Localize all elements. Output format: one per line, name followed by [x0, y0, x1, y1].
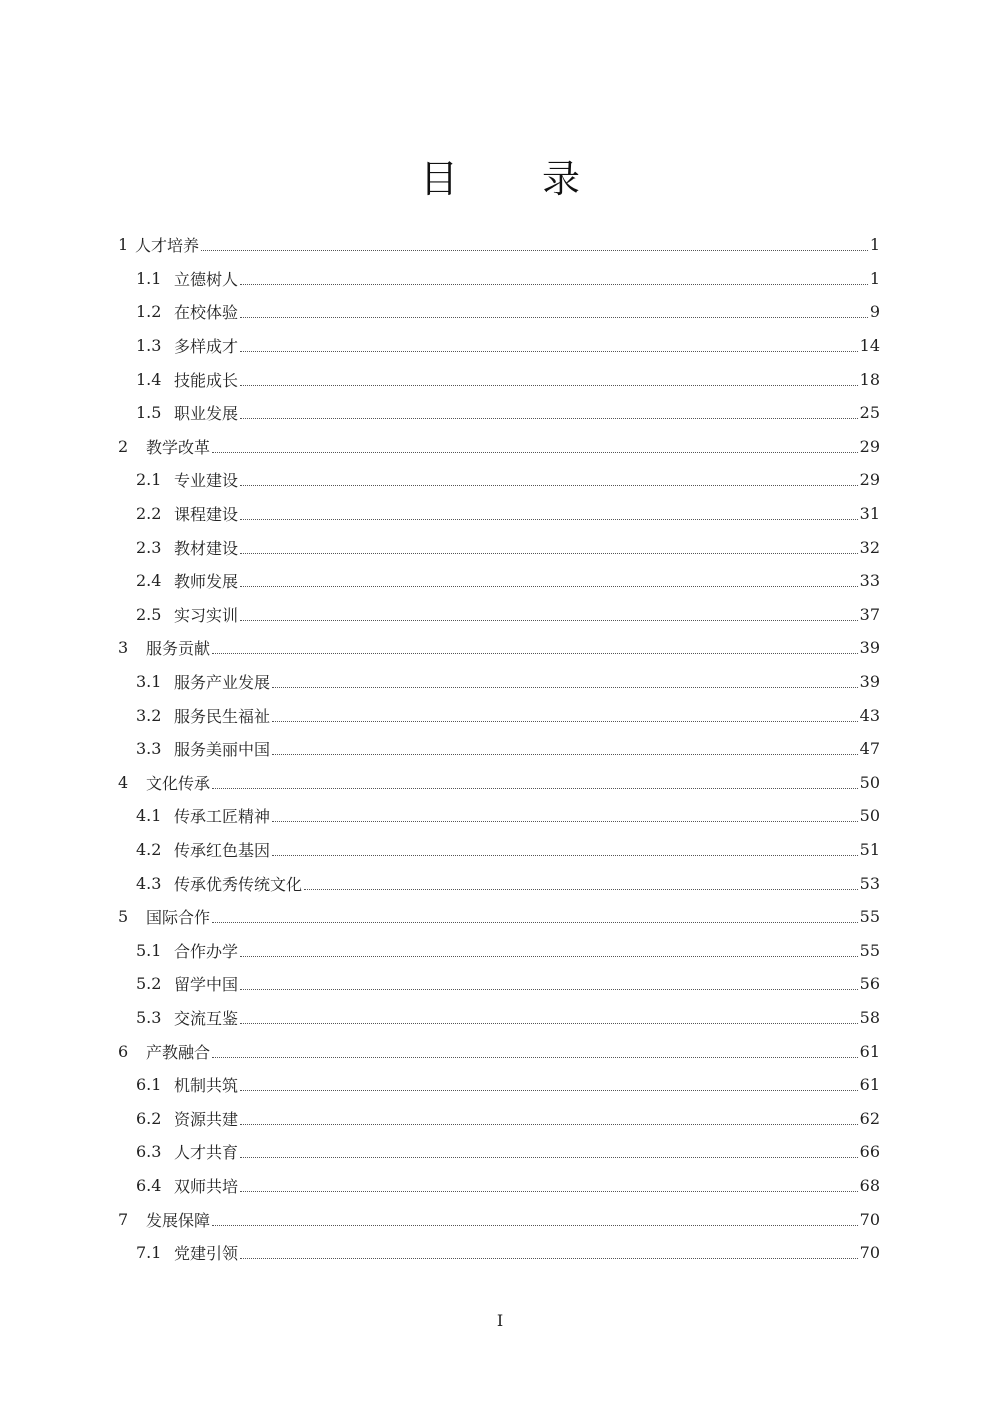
toc-section-entry[interactable]: [118, 1001, 880, 1035]
dot-leader: [272, 754, 858, 755]
toc-section-entry[interactable]: [118, 1236, 880, 1270]
toc-entry-number: 6: [118, 1041, 129, 1061]
toc-entry-page: 66: [859, 1142, 880, 1162]
toc-chapter-entry[interactable]: [118, 228, 880, 262]
toc-section-entry[interactable]: [118, 463, 880, 497]
toc-entry-page: 32: [859, 537, 880, 557]
dot-leader: [240, 989, 858, 990]
toc-section-entry[interactable]: [118, 262, 880, 296]
dot-leader: [240, 1191, 858, 1192]
toc-entry-page: 1: [869, 268, 880, 288]
toc-entry-title: 技能成长: [174, 370, 239, 390]
toc-entry-title: 教材建设: [174, 538, 239, 558]
dot-leader: [272, 821, 858, 822]
toc-entry-page: 18: [859, 369, 880, 389]
toc-section-entry[interactable]: [118, 598, 880, 632]
toc-entry-number: 2.1: [136, 470, 162, 490]
toc-section-entry[interactable]: [118, 698, 880, 732]
toc-entry-page: 55: [859, 940, 880, 960]
toc-entry-title: 传承工匠精神: [174, 807, 271, 827]
toc-entry-page: 68: [859, 1175, 880, 1195]
toc-section-entry[interactable]: [118, 295, 880, 329]
toc-entry-number: 2: [118, 436, 129, 456]
toc-entry-title: 传承红色基因: [174, 840, 271, 860]
toc-entry-page: 61: [859, 1075, 880, 1095]
toc-entry-number: 3.3: [136, 739, 162, 759]
dot-leader: [212, 1057, 858, 1058]
dot-leader: [240, 620, 858, 621]
dot-leader: [240, 317, 868, 318]
toc-entry-number: 1.4: [136, 369, 162, 389]
toc-entry-title: 在校体验: [174, 303, 239, 323]
toc-entry-number: 4.2: [136, 839, 162, 859]
toc-entry-title: 实习实训: [174, 605, 239, 625]
dot-leader: [240, 1124, 858, 1125]
toc-entry-page: 58: [859, 1007, 880, 1027]
toc-entry-number: 6.4: [136, 1175, 162, 1195]
toc-entry-page: 62: [859, 1108, 880, 1128]
toc-entry-title: 多样成才: [174, 337, 239, 357]
toc-entry-title: 职业发展: [174, 404, 239, 424]
toc-entry-number: 1.3: [136, 336, 162, 356]
dot-leader: [212, 653, 858, 654]
toc-entry-number: 3.1: [136, 672, 162, 692]
toc-entry-title: 机制共筑: [174, 1076, 239, 1096]
toc-entry-page: 37: [859, 604, 880, 624]
toc-entry-title: 双师共培: [174, 1176, 239, 1196]
page-title: 目 录: [419, 157, 617, 201]
table-of-contents: [118, 228, 880, 1269]
toc-entry-title: 人才培养: [135, 236, 200, 256]
dot-leader: [240, 1258, 858, 1259]
toc-entry-page: 14: [859, 336, 880, 356]
dot-leader: [240, 553, 858, 554]
toc-section-entry[interactable]: [118, 564, 880, 598]
toc-section-entry[interactable]: [118, 732, 880, 766]
toc-entry-title: 教师发展: [174, 572, 239, 592]
toc-entry-title: 立德树人: [174, 269, 239, 289]
dot-leader: [240, 1023, 858, 1024]
toc-chapter-entry[interactable]: [118, 1202, 880, 1236]
toc-entry-number: 5.1: [136, 940, 162, 960]
dot-leader: [201, 250, 868, 251]
dot-leader: [240, 284, 868, 285]
page-number: I: [496, 1311, 504, 1330]
dot-leader: [272, 855, 858, 856]
dot-leader: [240, 1157, 858, 1158]
toc-entry-number: 5: [118, 907, 129, 927]
toc-section-entry[interactable]: [118, 967, 880, 1001]
toc-entry-page: 9: [869, 302, 880, 322]
toc-entry-page: 1: [869, 235, 880, 255]
toc-section-entry[interactable]: [118, 362, 880, 396]
dot-leader: [212, 452, 858, 453]
toc-entry-title: 交流互鉴: [174, 1008, 239, 1028]
toc-entry-number: 7: [118, 1209, 129, 1229]
toc-entry-number: 1.5: [136, 403, 162, 423]
toc-chapter-entry[interactable]: [118, 1034, 880, 1068]
toc-entry-number: 5.3: [136, 1007, 162, 1027]
toc-entry-page: 56: [859, 974, 880, 994]
toc-entry-page: 51: [859, 839, 880, 859]
toc-section-entry[interactable]: [118, 329, 880, 363]
toc-entry-title: 服务美丽中国: [174, 740, 271, 760]
toc-entry-page: 25: [859, 403, 880, 423]
toc-entry-page: 70: [859, 1209, 880, 1229]
toc-entry-number: 4: [118, 772, 129, 792]
toc-entry-title: 文化传承: [146, 773, 211, 793]
dot-leader: [240, 385, 858, 386]
toc-entry-number: 3.2: [136, 705, 162, 725]
toc-entry-title: 服务贡献: [146, 639, 211, 659]
toc-entry-number: 2.3: [136, 537, 162, 557]
toc-entry-number: 2.2: [136, 504, 162, 524]
toc-entry-title: 课程建设: [174, 505, 239, 525]
toc-chapter-entry[interactable]: [118, 631, 880, 665]
toc-section-entry[interactable]: [118, 799, 880, 833]
toc-entry-number: 5.2: [136, 974, 162, 994]
dot-leader: [212, 1225, 858, 1226]
toc-entry-number: 6.3: [136, 1142, 162, 1162]
toc-chapter-entry[interactable]: [118, 430, 880, 464]
toc-entry-page: 31: [859, 504, 880, 524]
toc-entry-number: 2.4: [136, 571, 162, 591]
toc-section-entry[interactable]: [118, 933, 880, 967]
toc-section-entry[interactable]: [118, 1169, 880, 1203]
dot-leader: [240, 485, 858, 486]
toc-entry-title: 产教融合: [146, 1042, 211, 1062]
dot-leader: [304, 889, 858, 890]
toc-entry-title: 发展保障: [146, 1210, 211, 1230]
toc-section-entry[interactable]: [118, 833, 880, 867]
toc-section-entry[interactable]: [118, 1135, 880, 1169]
toc-entry-page: 29: [859, 470, 880, 490]
dot-leader: [240, 418, 858, 419]
toc-entry-page: 43: [859, 705, 880, 725]
toc-entry-number: 1: [118, 235, 129, 255]
toc-entry-number: 1.2: [136, 302, 162, 322]
toc-entry-page: 70: [859, 1243, 880, 1263]
toc-entry-page: 33: [859, 571, 880, 591]
dot-leader: [240, 586, 858, 587]
dot-leader: [272, 721, 858, 722]
toc-entry-title: 合作办学: [174, 941, 239, 961]
toc-entry-title: 留学中国: [174, 975, 239, 995]
toc-entry-title: 服务民生福祉: [174, 706, 271, 726]
toc-chapter-entry[interactable]: [118, 900, 880, 934]
toc-entry-page: 50: [859, 772, 880, 792]
toc-entry-title: 资源共建: [174, 1109, 239, 1129]
toc-section-entry[interactable]: [118, 497, 880, 531]
toc-entry-page: 50: [859, 806, 880, 826]
toc-section-entry[interactable]: [118, 530, 880, 564]
dot-leader: [240, 351, 858, 352]
toc-section-entry[interactable]: [118, 665, 880, 699]
dot-leader: [240, 519, 858, 520]
toc-entry-number: 7.1: [136, 1243, 162, 1263]
toc-entry-page: 61: [859, 1041, 880, 1061]
toc-entry-number: 4.1: [136, 806, 162, 826]
toc-section-entry[interactable]: [118, 1101, 880, 1135]
dot-leader: [212, 922, 858, 923]
dot-leader: [212, 788, 858, 789]
toc-entry-page: 55: [859, 907, 880, 927]
toc-entry-title: 专业建设: [174, 471, 239, 491]
toc-entry-page: 47: [859, 739, 880, 759]
toc-entry-page: 39: [859, 638, 880, 658]
toc-entry-title: 服务产业发展: [174, 673, 271, 693]
toc-chapter-entry[interactable]: [118, 766, 880, 800]
toc-entry-number: 6.2: [136, 1108, 162, 1128]
toc-entry-number: 1.1: [136, 268, 162, 288]
toc-section-entry[interactable]: [118, 396, 880, 430]
toc-entry-number: 3: [118, 638, 129, 658]
toc-entry-number: 6.1: [136, 1075, 162, 1095]
dot-leader: [272, 687, 858, 688]
toc-entry-title: 党建引领: [174, 1244, 239, 1264]
toc-entry-page: 39: [859, 672, 880, 692]
toc-entry-page: 29: [859, 436, 880, 456]
dot-leader: [240, 956, 858, 957]
toc-entry-number: 4.3: [136, 873, 162, 893]
toc-entry-title: 国际合作: [146, 908, 211, 928]
toc-section-entry[interactable]: [118, 1068, 880, 1102]
dot-leader: [240, 1090, 858, 1091]
toc-entry-number: 2.5: [136, 604, 162, 624]
toc-entry-title: 传承优秀传统文化: [174, 874, 303, 894]
toc-section-entry[interactable]: [118, 866, 880, 900]
toc-entry-page: 53: [859, 873, 880, 893]
toc-entry-title: 人才共育: [174, 1143, 239, 1163]
toc-entry-title: 教学改革: [146, 437, 211, 457]
